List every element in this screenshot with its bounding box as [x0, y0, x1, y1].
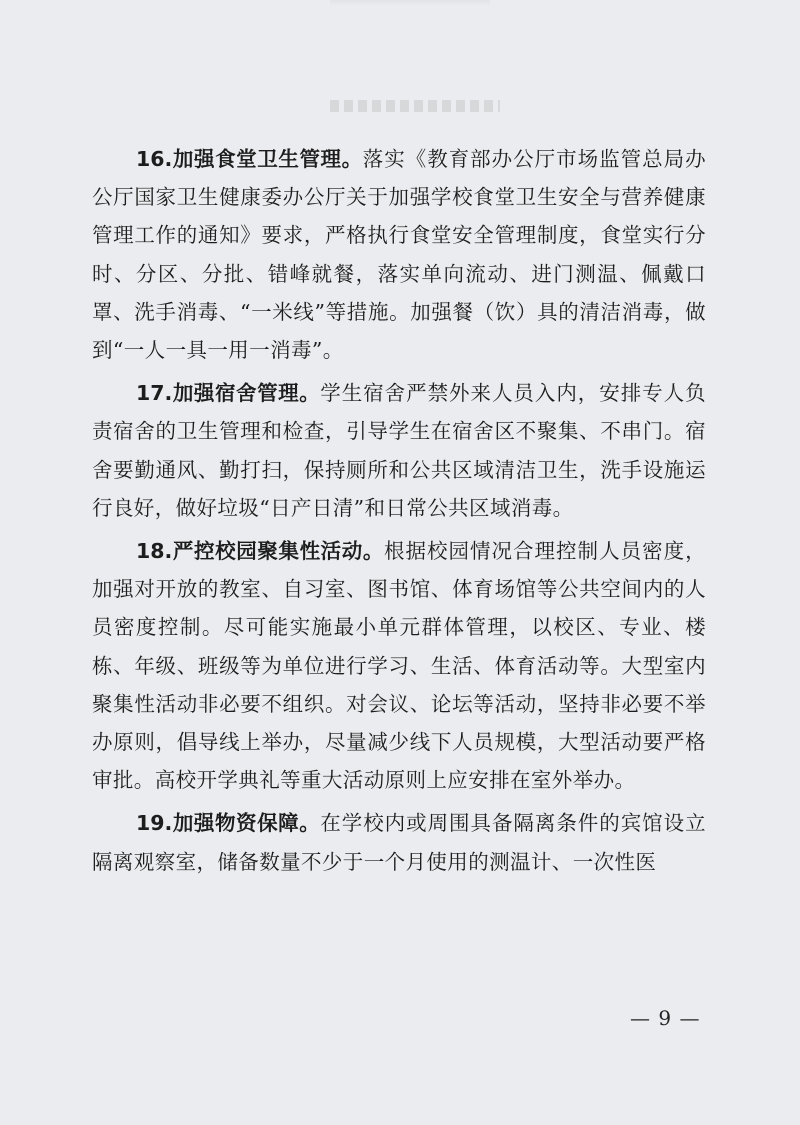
paragraph-18-body: 根据校园情况合理控制人员密度，加强对开放的教室、自习室、图书馆、体育场馆等公共空间内的人员密度控制。尽可能实施最小单元群体管理，以校区、专业、楼栋、年级、班级等为单位进行学习、生活、体育活动等。大型室内聚集性活动非必要不组织。对会议、论坛等活动，坚持非必要不举办原则，倡导线上举办，尽量减少线下人员规模，大型活动要严格审批。高校开学典礼等重大活动原则上应安排在室外举办。	[92, 539, 706, 793]
paragraph-17-body: 学生宿舍严禁外来人员入内，安排专人负责宿舍的卫生管理和检查，引导学生在宿舍区不聚集、不串门。宿舍要勤通风、勤打扫，保持厕所和公共区域清洁卫生，洗手设施运行良好，做好垃圾“日产日清”和日常公共区域消毒。	[92, 381, 706, 520]
paragraph-19	[92, 804, 706, 880]
paragraph-16	[92, 140, 706, 369]
paragraph-17	[92, 374, 706, 527]
paragraph-18	[92, 532, 706, 799]
page-number: — 9 —	[630, 1006, 701, 1030]
paragraph-19-heading: 19.加强物资保障。	[136, 811, 321, 836]
paragraph-18-heading: 18.严控校园聚集性活动。	[136, 539, 384, 564]
bleed-through-marks	[330, 100, 500, 112]
paragraph-16-body: 落实《教育部办公厅市场监管总局办公厅国家卫生健康委办公厅关于加强学校食堂卫生安全与营养健康管理工作的通知》要求，严格执行食堂安全管理制度，食堂实行分时、分区、分批、错峰就餐，落实单向流动、进门测温、佩戴口罩、洗手消毒、“一米线”等措施。加强餐（饮）具的清洁消毒，做到“一人一具一用一消毒”。	[92, 147, 706, 363]
paragraph-16-heading: 16.加强食堂卫生管理。	[136, 147, 363, 171]
document-body	[92, 140, 706, 886]
paragraph-19-body: 在学校内或周围具备隔离条件的宾馆设立隔离观察室，储备数量不少于一个月使用的测温计、一次性医	[92, 811, 706, 874]
paragraph-17-heading: 17.加强宿舍管理。	[136, 381, 321, 406]
scan-edge-shadow	[330, 0, 490, 6]
